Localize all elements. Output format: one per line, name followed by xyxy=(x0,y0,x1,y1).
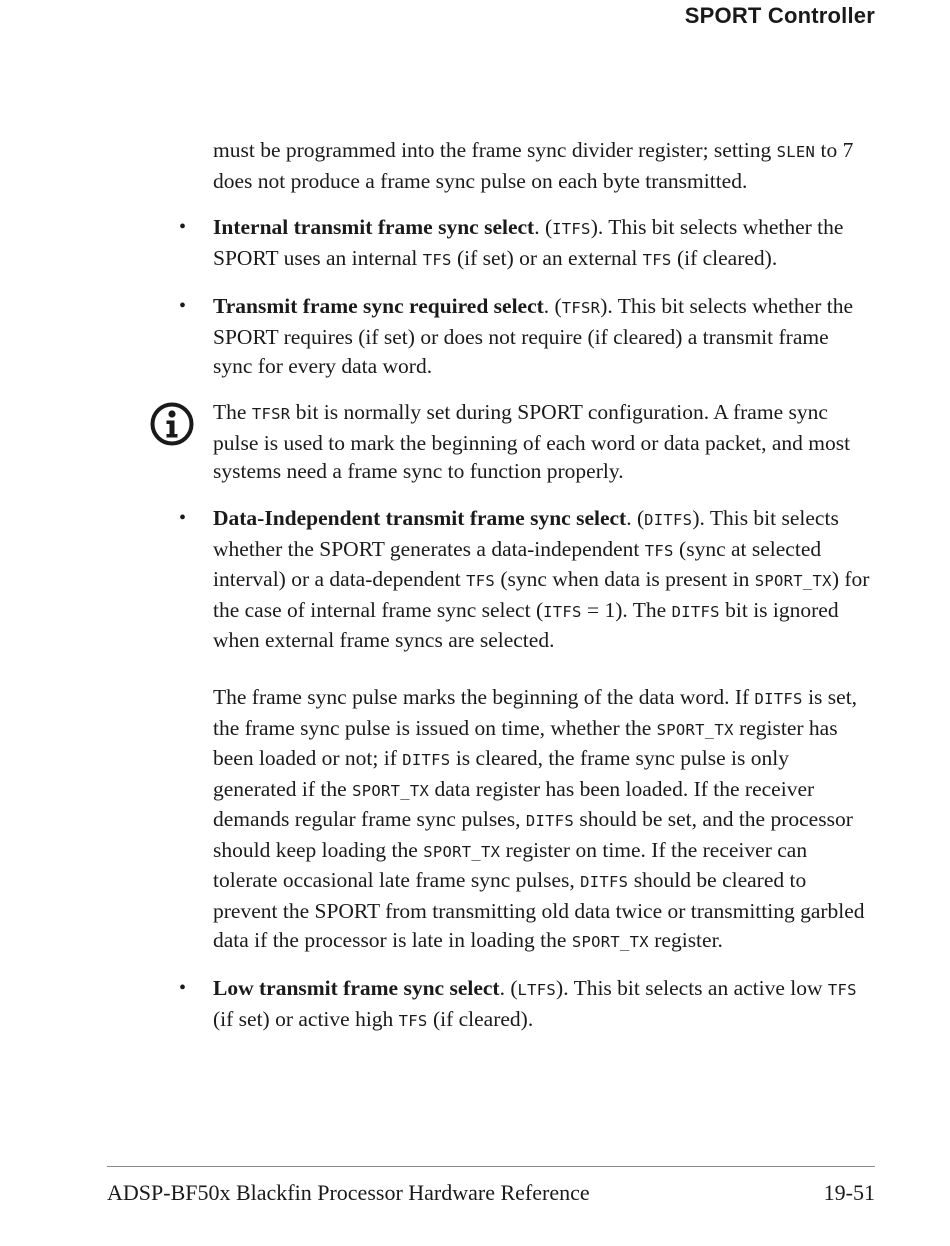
register-name: LTFS xyxy=(517,981,557,1000)
bullet-marker: • xyxy=(179,977,187,1000)
register-name: ITFS xyxy=(543,602,582,621)
note-text: The TFSR bit is normally set during SPORT configuration. A frame sync pulse is used to mark the beginning of each word or data packet, and most systems need a frame sync to function properly. xyxy=(213,400,851,484)
register-name: DITFS xyxy=(644,510,693,529)
footer-divider xyxy=(107,1166,875,1167)
register-name: ITFS xyxy=(552,220,591,239)
register-name: DITFS xyxy=(402,751,451,770)
register-name: DITFS xyxy=(580,873,629,892)
register-name: SLEN xyxy=(776,143,816,161)
bullet-item-tfsr: • Transmit frame sync required select. (TFSR). This bit selects whether the SPORT requires (if set) or does not require (if cleared) a transmit frame sync for every data word. xyxy=(179,294,854,378)
register-name: TFSR xyxy=(251,405,291,424)
info-icon xyxy=(149,401,195,447)
bullet-marker: • xyxy=(179,506,187,529)
register-name: TFS xyxy=(827,981,857,1000)
item-title: Low transmit frame sync select xyxy=(213,976,500,1001)
register-name: DITFS xyxy=(754,689,803,708)
intro-paragraph: must be programmed into the frame sync divider register; setting SLEN to 7 does not produce a frame sync pulse on each byte transmitted. xyxy=(213,138,854,193)
bullet-marker: • xyxy=(179,295,187,318)
info-note xyxy=(213,398,873,486)
register-name: TFSR xyxy=(561,299,601,318)
register-name: TFS xyxy=(398,1011,428,1030)
ditfs-detail-paragraph: The frame sync pulse marks the beginning of the data word. If DITFS is set, the frame sync pulse is issued on time, whether the SPORT_TX register has been loaded or not; if DITFS is cleared, the frame sync pulse is only generated if the SPORT_TX data register has been loaded. If the receiver demands regular frame sync pulses, DITFS should be set, and the processor should keep loading the SPORT_TX register on time. If the receiver can tolerate occasional late frame sync pulses, DITFS should be cleared to prevent the SPORT from transmitting old data twice or transmitting garbled data if the processor is late in loading the SPORT_TX register. xyxy=(213,684,865,952)
item-title: Transmit frame sync required select xyxy=(213,294,544,319)
register-name: SPORT_TX xyxy=(754,572,832,591)
item-title: Internal transmit frame sync select xyxy=(213,215,535,240)
register-name: TFS xyxy=(642,250,672,269)
bullet-marker: • xyxy=(179,216,187,239)
bullet-item-itfs: • Internal transmit frame sync select. (ITFS). This bit selects whether the SPORT uses an internal TFS (if set) or an external TFS (if cleared). xyxy=(179,215,844,270)
register-name: TFS xyxy=(644,541,674,560)
footer-page-number: 19-51 xyxy=(823,1180,875,1205)
footer-book-title: ADSP-BF50x Blackfin Processor Hardware Reference xyxy=(107,1180,590,1205)
bullet-item-ltfs: • Low transmit frame sync select. (LTFS). This bit selects an active low TFS (if set) or active high TFS (if cleared). xyxy=(179,976,857,1031)
register-name: DITFS xyxy=(525,812,575,831)
item-title: Data-Independent transmit frame sync select xyxy=(213,505,627,530)
register-name: SPORT_TX xyxy=(423,842,501,861)
bullet-item-ditfs: • Data-Independent transmit frame sync select. (DITFS). This bit selects whether the SPORT generates a data-independent TFS (sync at selected interval) or a data-dependent TFS (sync when data is present in SPORT_TX) for the case of internal frame sync select (ITFS = 1). The DITFS bit is ignored when external frame syncs are selected. The frame sync pulse marks the beginning of the data word. If DITFS is set, the frame sync pulse is issued on time, whether the SPORT_TX register has been loaded or not; if DITFS is cleared, the frame sync pulse is only generated if the SPORT_TX data register has been loaded. If the receiver demands regular frame sync pulses, DITFS should be set, and the processor should keep loading the SPORT_TX register on time. If the receiver can tolerate occasional late frame sync pulses, DITFS should be cleared to prevent the SPORT from transmitting old data twice or transmitting garbled data if the processor is late in loading the SPORT_TX register. xyxy=(213,504,873,956)
register-name: SPORT_TX xyxy=(656,720,734,739)
register-name: SPORT_TX xyxy=(571,932,649,951)
register-name: SPORT_TX xyxy=(352,781,430,800)
register-name: TFS xyxy=(466,572,496,591)
register-name: TFS xyxy=(422,250,452,269)
body-content xyxy=(179,136,873,1053)
running-header: SPORT Controller xyxy=(684,3,875,28)
register-name: DITFS xyxy=(671,602,720,621)
